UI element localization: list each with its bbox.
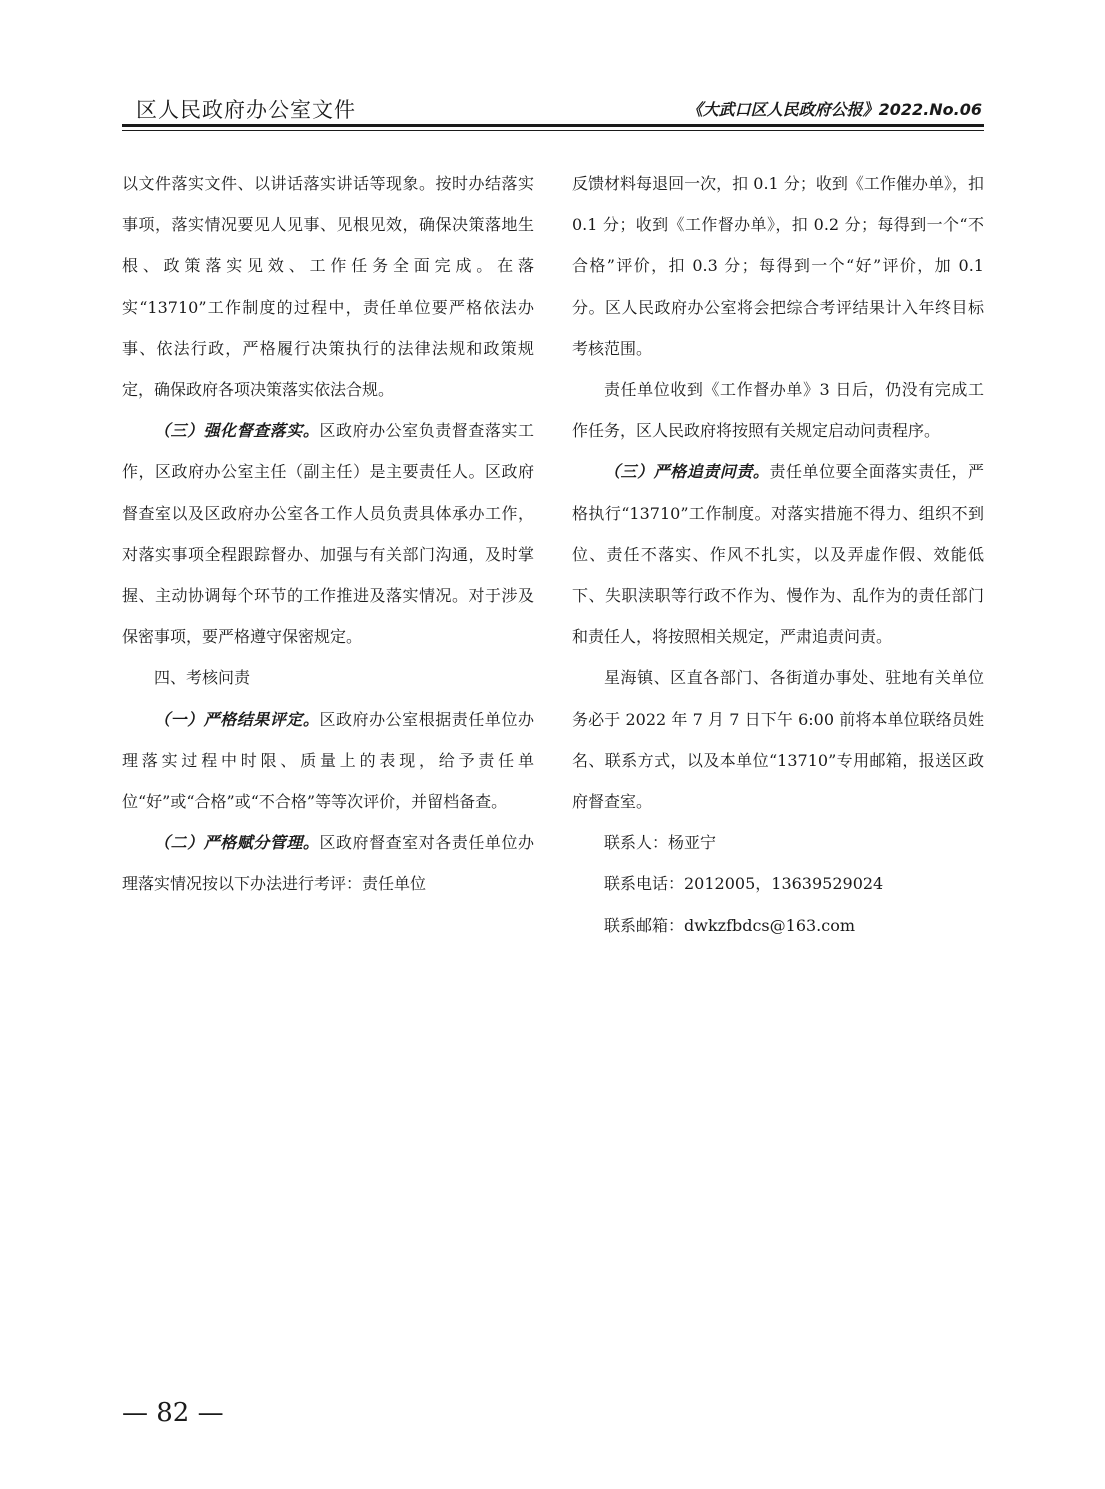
paragraph-accountability [572, 451, 984, 657]
paragraph-text: 区政府督查室对各责任单位办理落实情况按以下办法进行考评：责任单位 [122, 833, 534, 894]
paragraph-scoring [122, 822, 534, 904]
paragraph-continuation: 以文件落实文件、以讲话落实讲话等现象。按时办结落实事项，落实情况要见人见事、见根见效，确保决策落地生根、政策落实见效、工作任务全面完成。在落实“13710”工作制度的过程中，责任单位要严格依法办事、依法行政，严格履行决策执行的法律法规和政策规定，确保政府各项决策落实依法合规。 [122, 174, 534, 400]
paragraph-lead: （三）严格追责问责。 [604, 462, 770, 482]
left-column [122, 163, 534, 905]
paragraph-lead: （三）强化督查落实。 [154, 421, 320, 441]
paragraph-text: 区政府办公室负责督查落实工作，区政府办公室主任（副主任）是主要责任人。区政府督查室以及区政府办公室各工作人员负责具体承办工作，对落实事项全程跟踪督办、加强与有关部门沟通，及时掌握、主动协调每个环节的工作推进及落实情况。对于涉及保密事项，要严格遵守保密规定。 [122, 421, 534, 647]
section-heading-4: 四、考核问责 [154, 668, 251, 688]
header-rule-thin [122, 130, 984, 131]
paragraph-scoring-continued: 反馈材料每退回一次，扣 0.1 分；收到《工作催办单》，扣 0.1 分；收到《工作督办单》，扣 0.2 分；每得到一个“不合格”评价，扣 0.3 分；每得到一个“好”评价，加 0.1 分。区人民政府办公室将会把综合考评结果计入年终目标考核范围。 [572, 174, 984, 358]
paragraph-result-evaluation [122, 699, 534, 823]
page-number: — 82 — [122, 1398, 224, 1428]
paragraph-text: 区政府办公室根据责任单位办理落实过程中时限、质量上的表现，给予责任单位“好”或“合格”或“不合格”等等次评价，并留档备查。 [122, 709, 534, 812]
paragraph-lead: （一）严格结果评定。 [154, 709, 320, 729]
header-rule-thick [122, 124, 984, 127]
paragraph-lead: （二）严格赋分管理。 [154, 833, 320, 853]
contact-phone: 联系电话：2012005，13639529024 [604, 874, 884, 894]
contact-person: 联系人：杨亚宁 [604, 833, 717, 853]
paragraph-text: 责任单位要全面落实责任，严格执行“13710”工作制度。对落实措施不得力、组织不到位、责任不落实、作风不扎实，以及弄虚作假、效能低下、失职渎职等行政不作为、慢作为、乱作为的责任部门和责任人，将按照相关规定，严肃追责问责。 [572, 462, 984, 647]
contact-email: 联系邮箱：dwkzfbdcs@163.com [604, 915, 856, 935]
paragraph-accountability-trigger: 责任单位收到《工作督办单》3 日后，仍没有完成工作任务，区人民政府将按照有关规定启动问责程序。 [572, 380, 984, 441]
paragraph-supervision [122, 410, 534, 657]
right-column [572, 163, 984, 946]
header-section-title: 区人民政府办公室文件 [136, 98, 356, 122]
paragraph-submission-notice: 星海镇、区直各部门、各街道办事处、驻地有关单位务必于 2022 年 7 月 7 日下午 6:00 前将本单位联络员姓名、联系方式，以及本单位“13710”专用邮箱，报送区政府督查室。 [572, 668, 984, 812]
header-publication-title: 《大武口区人民政府公报》2022.No.06 [686, 100, 982, 119]
